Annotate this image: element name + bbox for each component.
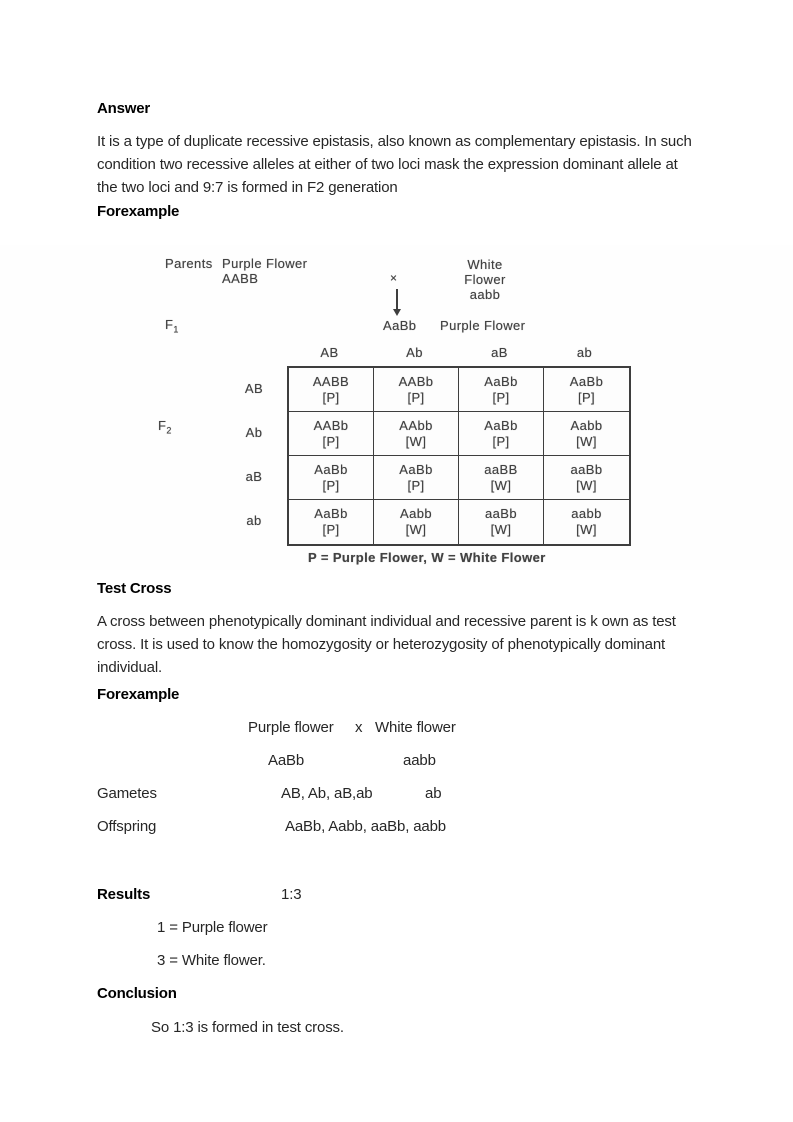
cell-phenotype: [W] <box>576 433 597 449</box>
paragraph-line: the two loci and 9:7 is formed in F2 generation <box>97 179 398 196</box>
punnett-cell <box>374 412 459 456</box>
cell-phenotype: [P] <box>322 389 340 405</box>
gametes-label: Gametes <box>97 785 157 802</box>
paragraph-line: A cross between phenotypically dominant individual and recessive parent is k own as test <box>97 613 676 630</box>
testcross-parent2: White flower <box>375 719 456 736</box>
cell-genotype: AABB <box>312 373 350 389</box>
f2-letter: F <box>158 418 167 433</box>
cell-genotype: Aabb <box>400 506 432 521</box>
punnett-cell <box>289 456 374 500</box>
testcross-parent1: Purple flower <box>248 719 334 736</box>
down-arrow-icon <box>396 289 398 310</box>
punnett-cell <box>374 456 459 500</box>
cell-genotype: aaBB <box>484 461 518 477</box>
cell-phenotype: [P] <box>492 389 510 405</box>
cell-genotype: AAbb <box>399 417 433 433</box>
forexample-heading-1: Forexample <box>97 203 180 220</box>
f1-subscript: 1 <box>173 324 179 335</box>
punnett-cell <box>459 368 544 412</box>
punnett-col-header: AB <box>320 345 339 360</box>
cell-genotype: Aabb <box>570 417 603 433</box>
gametes-recessive: ab <box>425 785 442 802</box>
testcross-genotype2: aabb <box>403 752 436 769</box>
paragraph-line: individual. <box>97 659 163 676</box>
punnett-cell <box>289 412 374 456</box>
cell-genotype: AaBb <box>569 373 604 389</box>
cell-phenotype: [P] <box>322 433 340 449</box>
punnett-cell <box>459 500 544 544</box>
forexample-heading-2: Forexample <box>97 686 180 703</box>
cell-phenotype: [P] <box>407 477 425 493</box>
punnett-cell <box>374 500 459 544</box>
parent1-name: Purple Flower <box>222 256 308 271</box>
punnett-row-headers <box>228 366 280 542</box>
punnett-col-headers <box>287 345 627 360</box>
figure-caption: P = Purple Flower, W = White Flower <box>308 550 546 565</box>
parent2-block <box>446 257 524 302</box>
answer-paragraph <box>97 130 747 199</box>
punnett-cell <box>459 412 544 456</box>
cell-genotype: AaBb <box>484 417 518 433</box>
parent2-name: White Flower <box>464 257 506 287</box>
punnett-cell <box>544 456 629 500</box>
cell-genotype: AABb <box>313 417 349 433</box>
offspring-label: Offspring <box>97 818 157 835</box>
punnett-col-header: Ab <box>406 345 423 360</box>
answer-heading: Answer <box>97 100 150 117</box>
cross-symbol: × <box>390 271 398 285</box>
punnett-square <box>287 366 631 546</box>
paragraph-line: It is a type of duplicate recessive epistasis, also known as complementary epistasis. In such <box>97 133 692 150</box>
results-line-1: 1 = Purple flower <box>157 919 268 936</box>
offspring-value: AaBb, Aabb, aaBb, aabb <box>285 818 447 835</box>
punnett-cell <box>544 412 629 456</box>
cell-phenotype: [P] <box>322 477 340 493</box>
cell-genotype: AaBb <box>484 373 518 389</box>
genetic-cross-figure <box>0 245 793 570</box>
parent1-block <box>222 256 307 286</box>
results-label: Results <box>97 886 151 903</box>
punnett-row-header: AB <box>244 380 264 396</box>
f1-phenotype: Purple Flower <box>440 318 526 333</box>
cell-genotype: aaBb <box>485 506 517 521</box>
cell-phenotype: [W] <box>405 522 427 537</box>
test-cross-heading: Test Cross <box>97 580 172 597</box>
results-line-2: 3 = White flower. <box>157 952 266 969</box>
cell-genotype: AABb <box>398 373 434 389</box>
cell-phenotype: [P] <box>492 433 510 449</box>
punnett-cell <box>544 368 629 412</box>
punnett-col-header: ab <box>576 345 593 360</box>
punnett-cell <box>544 500 629 544</box>
cell-genotype: AaBb <box>399 461 433 477</box>
test-cross-paragraph <box>97 610 747 679</box>
cell-genotype: AaBb <box>314 461 348 477</box>
conclusion-text: So 1:3 is formed in test cross. <box>151 1019 344 1036</box>
results-ratio: 1:3 <box>281 886 302 903</box>
cell-phenotype: [W] <box>490 477 512 493</box>
cell-phenotype: [W] <box>576 477 597 493</box>
parent1-genotype: AABB <box>222 271 259 286</box>
conclusion-heading: Conclusion <box>97 985 177 1002</box>
f1-label <box>165 317 179 338</box>
cell-phenotype: [P] <box>577 389 596 405</box>
parents-label: Parents <box>165 256 213 271</box>
punnett-cell <box>289 500 374 544</box>
testcross-genotype1: AaBb <box>268 752 305 769</box>
cell-genotype: aabb <box>571 506 602 521</box>
f1-genotype: AaBb <box>383 318 417 333</box>
punnett-col-header: aB <box>491 345 508 360</box>
testcross-cross-symbol: x <box>355 719 363 736</box>
f1-letter: F <box>165 317 174 332</box>
cell-phenotype: [W] <box>405 433 427 449</box>
cell-genotype: AaBb <box>314 506 348 521</box>
punnett-cell <box>374 368 459 412</box>
cell-phenotype: [W] <box>576 522 597 537</box>
punnett-cell <box>289 368 374 412</box>
paragraph-line: cross. It is used to know the homozygosity or heterozygosity of phenotypically dominant <box>97 636 666 653</box>
punnett-row-header: Ab <box>245 424 263 440</box>
paragraph-line: condition two recessive alleles at either of two loci mask the expression dominant allele at <box>97 156 678 173</box>
f2-subscript: 2 <box>166 425 172 436</box>
f2-label <box>158 418 172 439</box>
cell-phenotype: [P] <box>407 389 425 405</box>
cell-genotype: aaBb <box>570 461 603 477</box>
punnett-cell <box>459 456 544 500</box>
punnett-row-header: aB <box>245 468 263 484</box>
cell-phenotype: [W] <box>490 522 512 537</box>
parent2-genotype: aabb <box>469 287 501 302</box>
gametes-dominant: AB, Ab, aB,ab <box>281 785 373 802</box>
cell-phenotype: [P] <box>322 522 340 537</box>
punnett-row-header: ab <box>246 512 262 528</box>
